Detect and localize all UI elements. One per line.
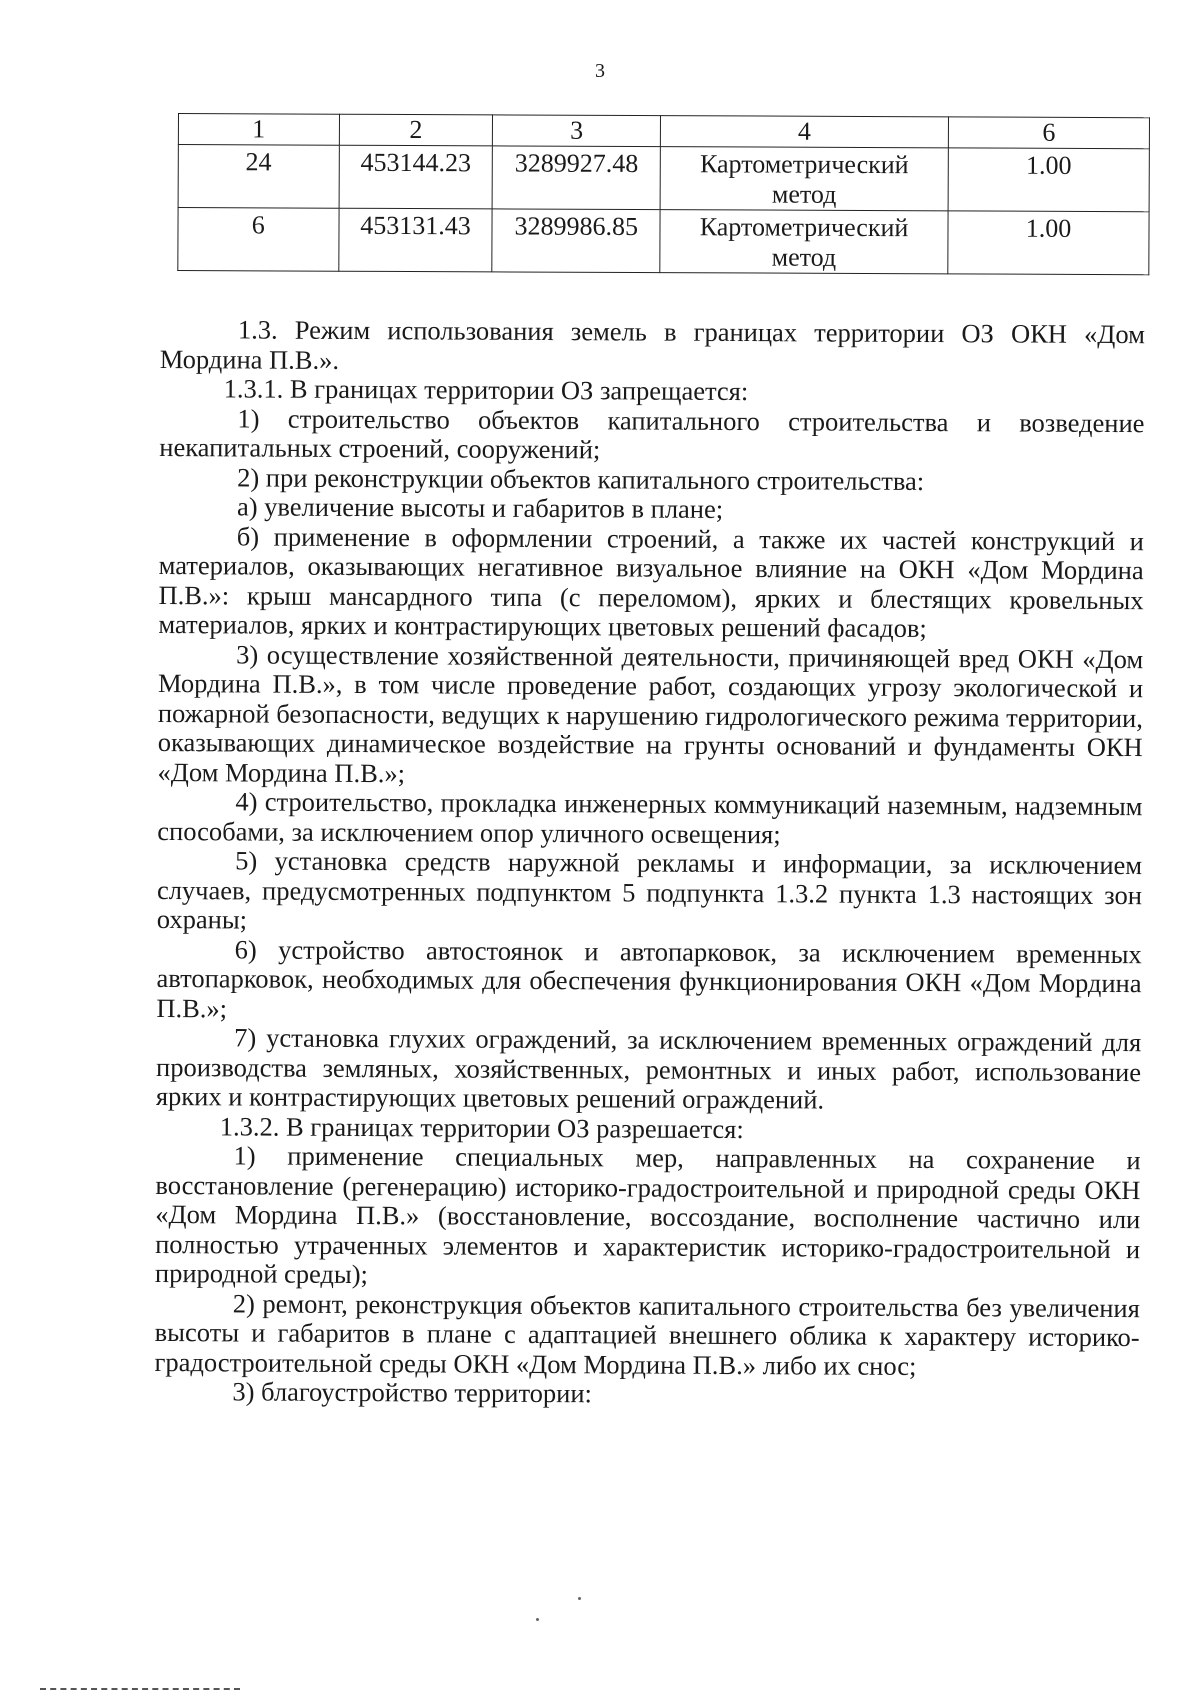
subsection-heading-1-3-1: 1.3.1. В границах территории ОЗ запрещается: (223, 373, 749, 407)
permission-item-3: 3) благоустройство территории: (232, 1376, 593, 1409)
scan-edge-mark (40, 1688, 240, 1693)
coordinates-table (177, 113, 1150, 275)
method-cell: Картометрический метод (660, 147, 948, 211)
table-header-cell: 1 (178, 114, 339, 146)
scan-speck (578, 1597, 581, 1600)
accuracy-cell: 1.00 (948, 148, 1149, 212)
document-body (154, 315, 1145, 1412)
scan-speck (536, 1618, 539, 1621)
page-number: 3 (595, 60, 605, 82)
prohibition-item-2: 2) при реконструкции объектов капитального строительства: (237, 461, 925, 496)
subsection-heading-1-3-2: 1.3.2. В границах территории ОЗ разрешается: (219, 1110, 744, 1144)
prohibition-item-7: 7) установка глухих ограждений, за исключением временных ограждений для производства земляных, хозяйственных, ремонтных и иных работ, использование ярких и контрастирующих цветовых решений ограждений. (155, 1022, 1142, 1115)
method-cell: Картометрический метод (660, 210, 948, 274)
y-coordinate-cell: 3289986.85 (492, 209, 660, 273)
prohibition-item-5: 5) установка средств наружной рекламы и информации, за исключением случаев, предусмотренных подпунктом 5 подпункта 1.3.2 пункта 1.3 настоящих зон охраны; (156, 845, 1143, 935)
prohibition-item-2a: а) увеличение высоты и габаритов в плане; (236, 491, 724, 524)
permission-item-1: 1) применение специальных мер, направленных на сохранение и восстановление (регенерацию) историко-градостроительной и природной среды ОКН «Дом Мордина П.В.» (восстановление, воссоздание, восполнение частично или полностью утраченных элементов и характеристик историко-градостроительной и природной среды); (154, 1140, 1141, 1290)
table-header-cell: 6 (948, 117, 1149, 149)
prohibition-item-6: 6) устройство автостоянок и автопарковок, за исключением временных автопарковок, необходимых для обеспечения функционирования ОКН «Дом Мордина П.В.»; (156, 933, 1142, 1023)
prohibition-item-3: 3) осуществление хозяйственной деятельности, причиняющей вред ОКН «Дом Мордина П.В.», в том числе проведение работ, создающих угрозу экологической и пожарной безопасности, ведущих к нарушению гидрологического режима территории, оказывающих динамическое воздействие на грунты оснований и фундаменты ОКН «Дом Мордина П.В.»; (157, 638, 1144, 788)
table-header-cell: 2 (339, 114, 493, 146)
point-number-cell: 6 (178, 208, 339, 272)
accuracy-cell: 1.00 (948, 211, 1149, 275)
x-coordinate-cell: 453131.43 (338, 208, 492, 272)
point-number-cell: 24 (178, 145, 339, 209)
table-header-row (178, 114, 1149, 149)
x-coordinate-cell: 453144.23 (339, 145, 493, 209)
table-row (178, 208, 1149, 275)
permission-item-2: 2) ремонт, реконструкция объектов капитального строительства без увеличения высоты и габаритов в плане с адаптацией внешнего облика к характеру историко-градостроительной среды ОКН «Дом Мордина П.В.» либо их снос; (154, 1287, 1140, 1381)
prohibition-item-4: 4) строительство, прокладка инженерных коммуникаций наземным, надземным способами, за исключением опор уличного освещения; (157, 786, 1143, 849)
table-header-cell: 3 (493, 115, 661, 147)
y-coordinate-cell: 3289927.48 (492, 146, 660, 210)
table-row (178, 145, 1149, 212)
prohibition-item-1: 1) строительство объектов капитального строительства и возведение некапитальных строений, сооружений; (159, 402, 1145, 465)
table-header-cell: 4 (660, 116, 948, 148)
prohibition-item-2b: б) применение в оформлении строений, а также их частей конструкций и материалов, оказывающих негативное визуальное влияние на ОКН «Дом Мордина П.В.»: крыш мансардного типа (с переломом), ярких и блестящих кровельных материалов, ярких и контрастирующих цветовых решений фасадов; (158, 520, 1144, 644)
section-heading-1-3: 1.3. Режим использования земель в границах территории ОЗ ОКН «Дом Мордина П.В.». (159, 314, 1145, 375)
